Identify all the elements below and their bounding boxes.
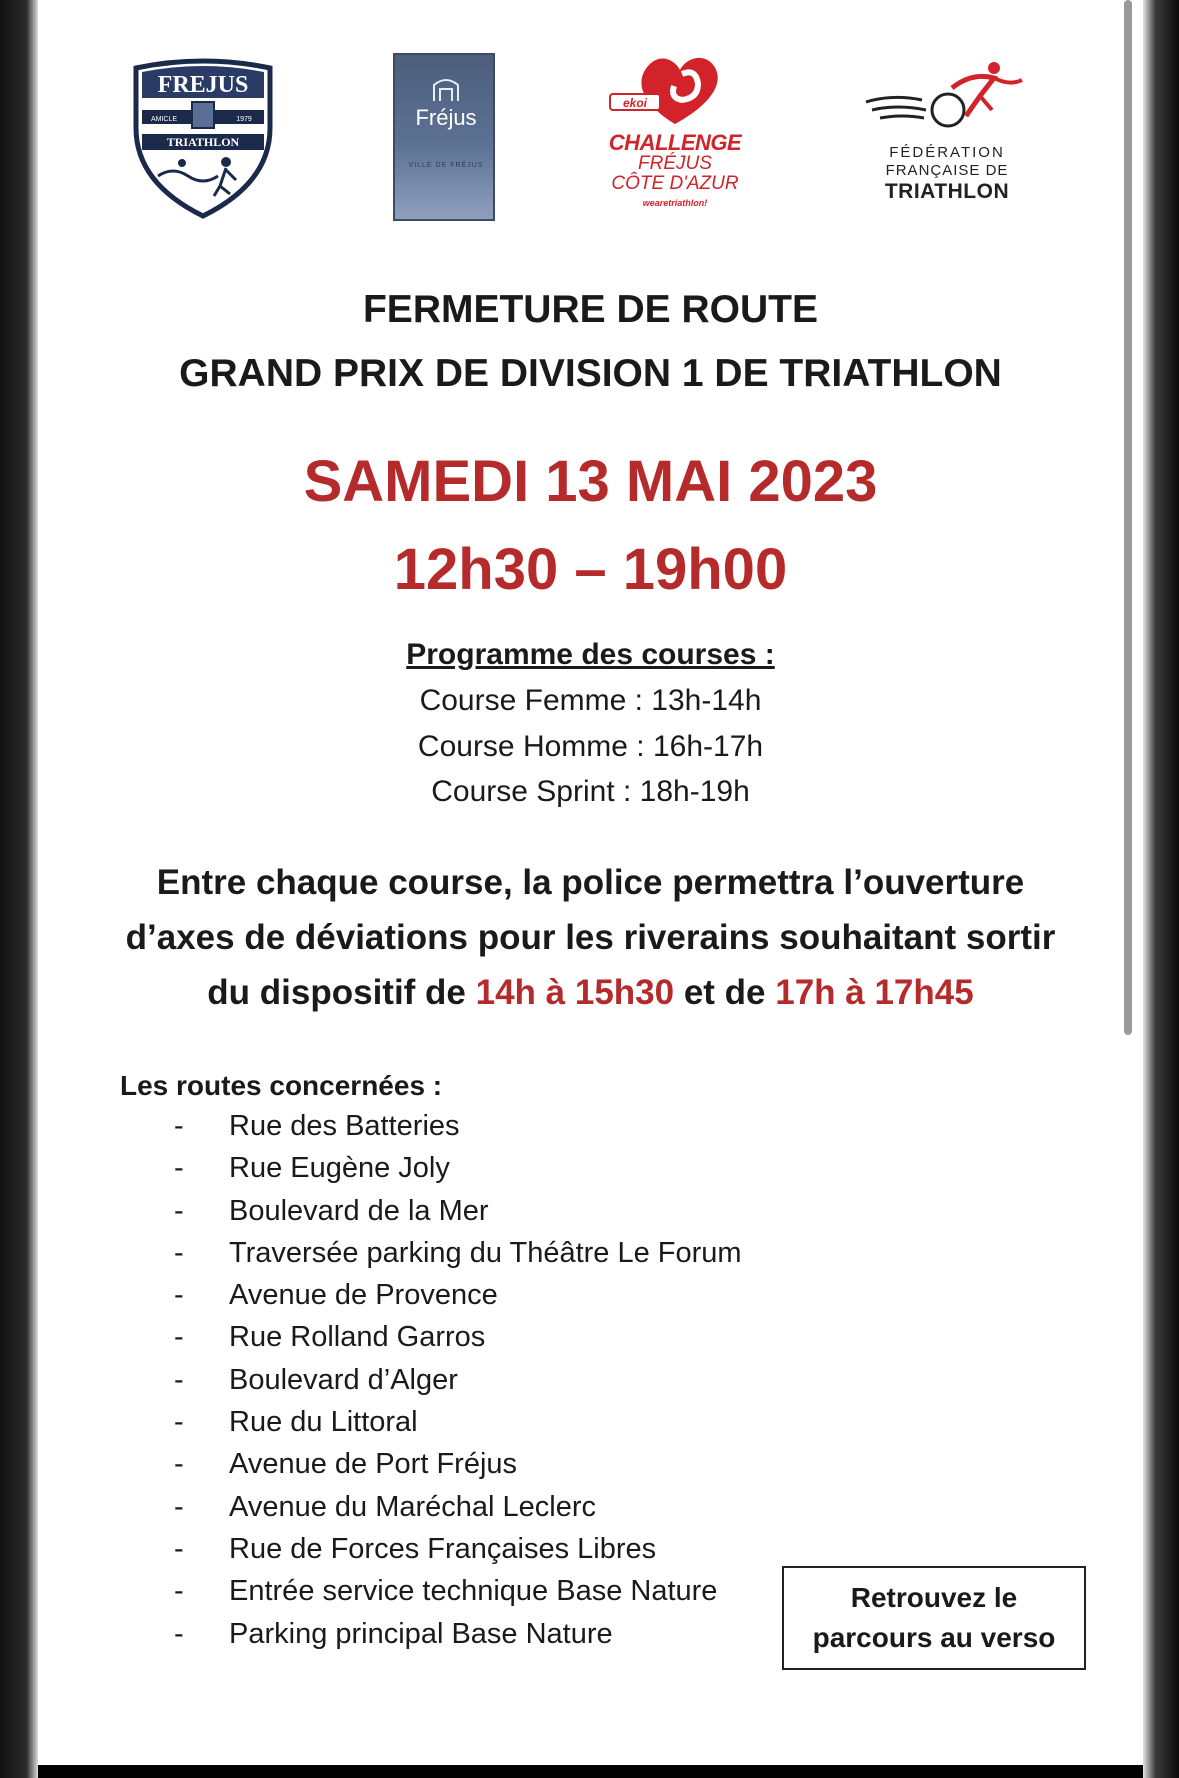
federation-line-1: FÉDÉRATION	[889, 144, 1005, 161]
list-item: - Rue Rolland Garros	[174, 1321, 486, 1354]
list-item: - Rue Eugène Joly	[174, 1152, 450, 1185]
programme-item: Course Femme : 13h-14h	[419, 684, 762, 717]
window-1: 14h à 15h30	[475, 973, 675, 1012]
verso-line-1: Retrouvez le	[850, 1582, 1018, 1613]
notice-line-3: du dispositif de 14h à 15h30 et de 17h à 17h45	[207, 973, 974, 1012]
federation-line-2: FRANÇAISE DE	[885, 162, 1009, 179]
list-item: - Entrée service technique Base Nature	[174, 1575, 718, 1608]
list-item: - Traversée parking du Théâtre Le Forum	[174, 1236, 742, 1269]
federation-triathlon-logo	[862, 58, 1032, 208]
cyclist-icon	[862, 58, 1032, 138]
list-item: - Avenue de Provence	[174, 1279, 498, 1312]
routes-list	[0, 1110, 800, 1660]
frejus-triathlon-club-logo	[128, 58, 278, 220]
club-banner-text: TRIATHLON	[166, 135, 240, 149]
challenge-city: FRÉJUS	[638, 153, 712, 174]
list-item: - Boulevard de la Mer	[174, 1194, 489, 1227]
list-item: - Boulevard d’Alger	[174, 1363, 458, 1396]
programme-item: Course Sprint : 18h-19h	[431, 775, 750, 808]
list-item: - Avenue de Port Fréjus	[174, 1448, 518, 1481]
list-item: - Parking principal Base Nature	[174, 1617, 613, 1650]
federation-line-3: TRIATHLON	[884, 180, 1010, 203]
list-item: - Avenue du Maréchal Leclerc	[174, 1490, 597, 1523]
deviation-notice	[38, 855, 1143, 1020]
ville-de-frejus-logo	[393, 53, 495, 221]
heading-road-closure: FERMETURE DE ROUTE	[362, 288, 818, 331]
svg-text:AMICLE: AMICLE	[150, 116, 178, 123]
svg-text:ekoi: ekoi	[622, 96, 648, 110]
club-name-text: FREJUS	[157, 72, 249, 98]
list-item: - Rue des Batteries	[174, 1110, 460, 1142]
verso-line-2: parcours au verso	[812, 1622, 1056, 1653]
challenge-word: CHALLENGE	[608, 130, 742, 155]
svg-text:1979: 1979	[236, 116, 252, 123]
programme-item: Course Homme : 16h-17h	[417, 730, 764, 763]
programme-title: Programme des courses :	[406, 638, 775, 671]
shield-icon	[128, 58, 278, 220]
list-item: - Rue de Forces Françaises Libres	[174, 1532, 657, 1565]
ville-subtitle: VILLE DE FRÉJUS	[408, 162, 484, 169]
window-2: 17h à 17h45	[775, 973, 974, 1012]
ville-emblem-icon	[426, 75, 466, 103]
heading-grand-prix: GRAND PRIX DE DIVISION 1 DE TRIATHLON	[179, 352, 1002, 395]
list-item: - Rue du Littoral	[174, 1406, 418, 1439]
ville-name: Fréjus	[415, 105, 477, 130]
notice-line-1: Entre chaque course, la police permettra l’ouverture	[156, 863, 1025, 902]
challenge-heart-icon	[600, 50, 750, 130]
event-time-range: 12h30 – 19h00	[393, 537, 788, 602]
challenge-frejus-logo	[600, 50, 750, 220]
right-edge	[1143, 0, 1179, 1778]
challenge-region: CÔTE D'AZUR	[611, 173, 739, 194]
event-date: SAMEDI 13 MAI 2023	[303, 449, 878, 514]
challenge-tagline: wearetriathlon!	[642, 198, 708, 208]
ville-logo-box	[393, 53, 495, 221]
verso-notice-box	[782, 1566, 1086, 1670]
routes-title: Les routes concernées :	[120, 1070, 443, 1101]
notice-line-2: d’axes de déviations pour les riverains souhaitant sortir	[125, 918, 1056, 957]
